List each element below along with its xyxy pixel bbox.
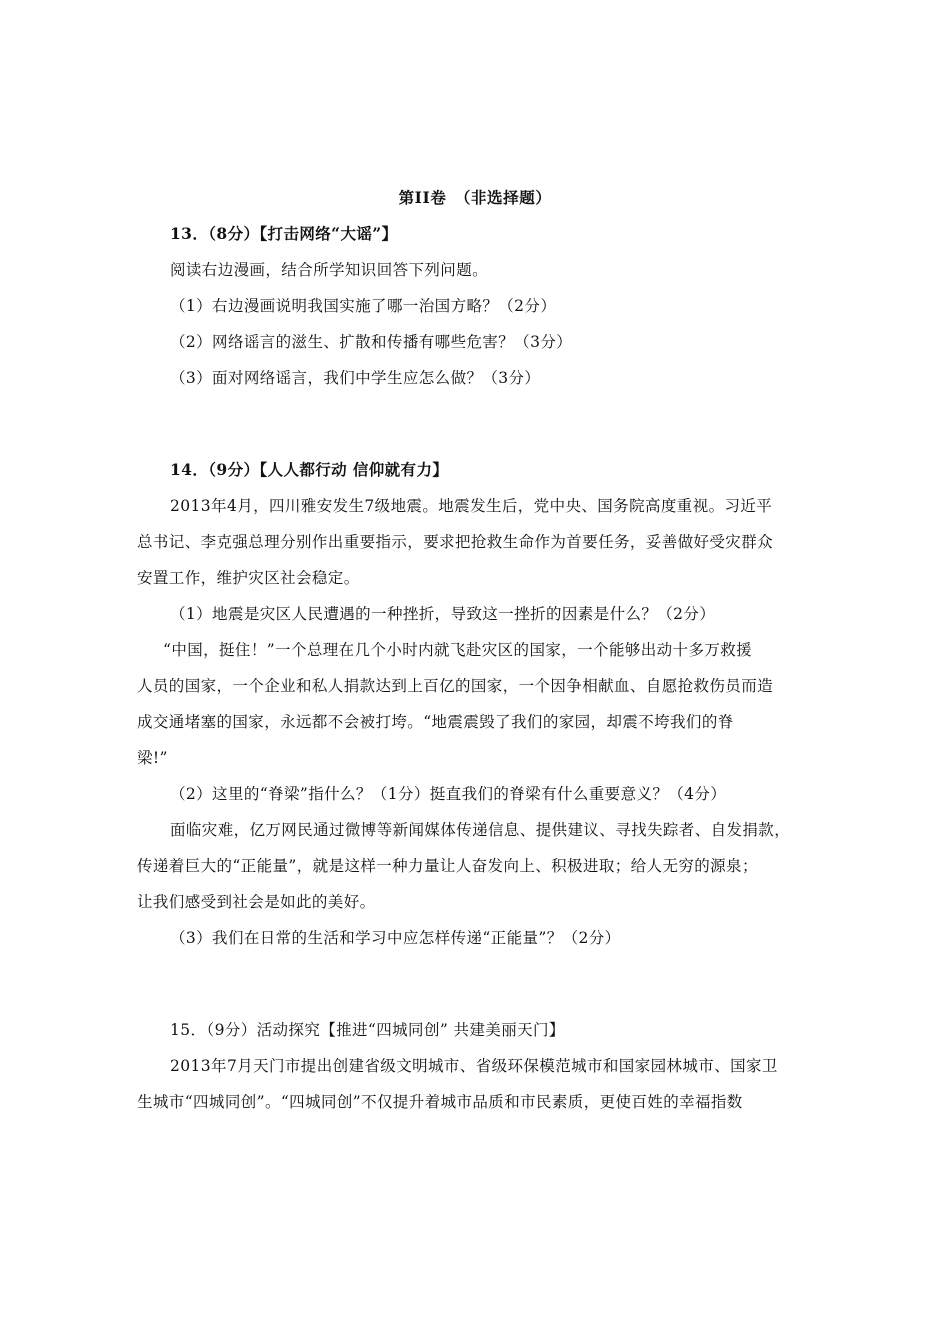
q14-paragraph-2-line-2: 人员的国家，一个企业和私人捐款达到上百亿的国家，一个因争相献血、自愿抢救伤员而造	[137, 677, 774, 695]
q14-paragraph-1-line-1: 2013年4月，四川雅安发生7级地震。地震发生后，党中央、国务院高度重视。习近平	[170, 497, 773, 515]
q14-subquestion-2: （2）这里的“脊梁”指什么？（1分）挺直我们的脊梁有什么重要意义？（4分）	[170, 785, 727, 803]
q13-heading	[170, 224, 398, 244]
q15-paragraph-1-line-1: 2013年7月天门市提出创建省级文明城市、省级环保模范城市和国家园林城市、国家卫	[170, 1057, 778, 1075]
q14-paragraph-3-line-1: 面临灾难，亿万网民通过微博等新闻媒体传递信息、提供建议、寻找失踪者、自发捐款，	[170, 821, 791, 839]
q13-subquestion-2: （2）网络谣言的滋生、扩散和传播有哪些危害？（3分）	[170, 333, 573, 351]
q14-paragraph-2-line-4: 梁!”	[137, 749, 168, 767]
q14-paragraph-1-line-2: 总书记、李克强总理分别作出重要指示，要求把抢救生命作为首要任务，妥善做好受灾群众	[137, 533, 774, 551]
q14-paragraph-3-line-2: 传递着巨大的“正能量”，就是这样一种力量让人奋发向上、积极进取；给人无穷的源泉；	[137, 857, 758, 875]
q14-paragraph-3-line-3: 让我们感受到社会是如此的美好。	[137, 893, 376, 911]
q13-intro: 阅读右边漫画，结合所学知识回答下列问题。	[170, 261, 489, 279]
q15-paragraph-1-line-2: 生城市“四城同创”。“四城同创”不仅提升着城市品质和市民素质，更使百姓的幸福指数	[137, 1093, 743, 1111]
q14-heading: 14．（9分）【人人都行动 信仰就有力】	[170, 460, 449, 479]
q14-subquestion-1: （1）地震是灾区人民遭遇的一种挫折，导致这一挫折的因素是什么？（2分）	[170, 605, 716, 623]
q13-subquestion-3: （3）面对网络谣言，我们中学生应怎么做？（3分）	[170, 369, 541, 387]
q14-paragraph-1-line-3: 安置工作，维护灾区社会稳定。	[137, 569, 360, 587]
section-title: 第II卷 （非选择题）	[398, 188, 552, 207]
q14-paragraph-2-line-3: 成交通堵塞的国家，永远都不会被打垮。“地震震毁了我们的家园，却震不垮我们的脊	[137, 713, 734, 731]
q13-heading-text: 13．（8分）【打击网络“大谣”】	[170, 224, 398, 243]
q13-subquestion-1: （1）右边漫画说明我国实施了哪一治国方略？（2分）	[170, 297, 557, 315]
q14-paragraph-2-line-1: “中国，挺住！”一个总理在几个小时内就飞赴灾区的国家，一个能够出动十多万救援	[163, 641, 753, 659]
q15-heading: 15．（9分）活动探究【推进“四城同创” 共建美丽天门】	[170, 1021, 565, 1039]
q14-subquestion-3: （3）我们在日常的生活和学习中应怎样传递“正能量”？（2分）	[170, 929, 621, 947]
